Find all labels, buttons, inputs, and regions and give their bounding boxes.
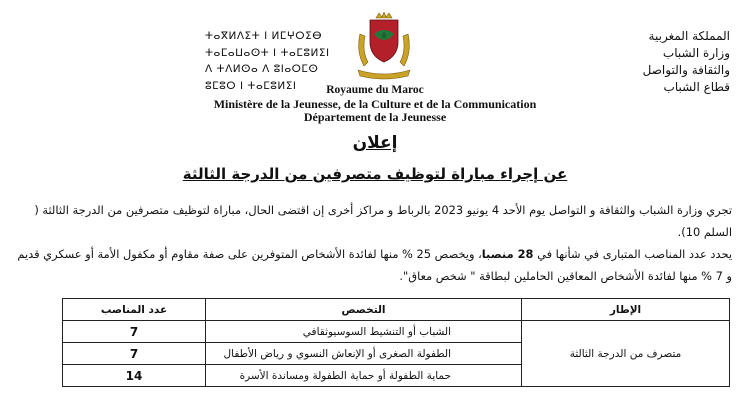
department-label: Département de la Jeunesse	[303, 110, 447, 124]
arabic-line-3: والثقافة والتواصل	[642, 63, 730, 77]
tifinagh-line-1: ⵜⴰⴳⵍⴷⵉⵜ ⵏ ⵍⵎⵖⵔⵉⴱ	[205, 30, 323, 42]
count-cell: 7	[63, 321, 206, 343]
announcement-subtitle: عن إجراء مباراة لتوظيف متصرفين من الدرجة الثالثة	[182, 165, 568, 183]
ministry-label: Ministère de la Jeunesse, de la Culture et de la Communication	[213, 97, 537, 111]
tifinagh-line-2: ⵜⴰⵎⴰⵡⴰⵙⵜ ⵏ ⵜⴰⵎⵓⵍⵉⵏ	[205, 46, 330, 59]
header-specialty: التخصص	[206, 299, 522, 321]
header-frame: الإطار	[522, 299, 730, 321]
positions-table	[62, 298, 730, 387]
arabic-line-1: المملكة المغربية	[648, 29, 730, 43]
announcement-title: إعلان	[352, 133, 398, 153]
specialty-cell: الطفولة الصغرى أو الإنعاش النسوي و رياض الأطفال	[206, 343, 522, 365]
specialty-cell: الشباب أو التنشيط السوسيوثقافي	[206, 321, 522, 343]
count-cell: 7	[63, 343, 206, 365]
coat-of-arms-icon	[346, 12, 422, 82]
frame-cell: متصرف من الدرجة الثالثة	[522, 321, 730, 387]
arabic-line-4: قطاع الشباب	[663, 80, 730, 94]
tifinagh-line-3: ⴷ ⵜⴷⵍⵙⴰ ⴷ ⵓⵏⴰⵔⵎⵙ	[205, 63, 319, 75]
specialty-cell: حماية الطفولة أو حماية الطفولة ومساندة الأسرة	[206, 365, 522, 387]
count-cell: 14	[63, 365, 206, 387]
arabic-line-2: وزارة الشباب	[662, 46, 730, 60]
tifinagh-line-4: ⵓⵎⵓⵔ ⵏ ⵜⴰⵎⵓⵍⵉⵏ	[205, 79, 297, 92]
table-row	[63, 321, 730, 343]
header-count: عدد المناصب	[63, 299, 206, 321]
table-header-row	[63, 299, 730, 321]
paragraph-positions: يحدد عدد المناصب المتبارى في شأنها في 28 منصبا، ويخصص 25 % منها لفائدة الأشخاص المتوفرين على صفة مقاوم أو مكفول الأمة أو عسكري قديم و 7 % منها لفائدة الأشخاص المعاقين الحاملين لبطاقة " شخص معاق".	[17, 247, 732, 283]
paragraph-exam-date: تجري وزارة الشباب والثقافة و التواصل يوم الأحد 4 يونيو 2023 بالرباط و مراكز أخرى إن اقتضى الحال، مباراة لتوظيف متصرفين من الدرجة الثالثة ( السلم 10).	[34, 203, 732, 239]
kingdom-label: Royaume du Maroc	[326, 84, 424, 96]
